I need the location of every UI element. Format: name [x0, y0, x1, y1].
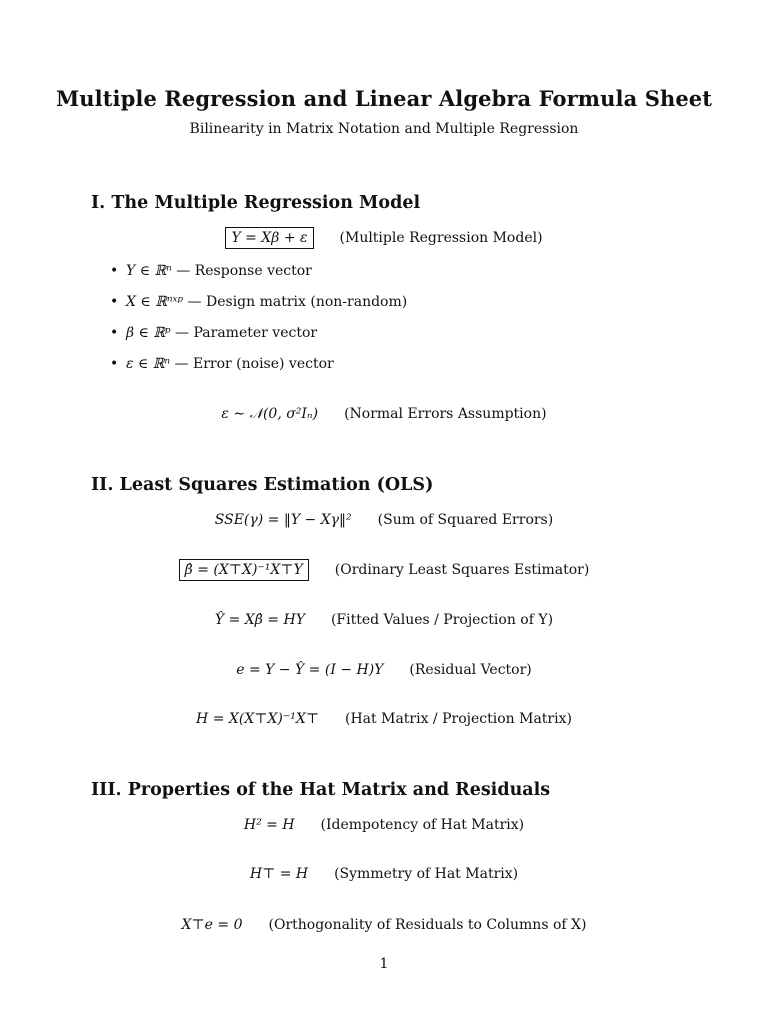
bullet-text: — Error (noise) vector	[170, 356, 334, 372]
document-subtitle: Bilinearity in Matrix Notation and Multiple Regression	[189, 121, 579, 137]
equation-fitted-formula: Ŷ = Xβ̂ = HY	[214, 612, 305, 628]
equation-ols	[0, 562, 768, 578]
section-heading-properties: III. Properties of the Hat Matrix and Residuals	[91, 780, 551, 800]
equation-sse-formula: SSE(γ) = ‖Y − Xγ‖²	[214, 512, 352, 528]
bullet-dot-icon: •	[110, 356, 119, 372]
bullet-text: — Response vector	[171, 263, 312, 279]
equation-symmetric-formula: H⊤ = H	[249, 866, 309, 882]
equation-idempotent-formula: H² = H	[243, 817, 295, 833]
equation-orthogonal-formula: X⊤e = 0	[181, 917, 243, 933]
equation-normal-errors	[0, 406, 768, 422]
equation-sse	[0, 512, 768, 528]
page-number: 1	[379, 956, 389, 972]
equation-residual-formula: e = Y − Ŷ = (I − H)Y	[236, 662, 384, 678]
bullet-text: — Design matrix (non-random)	[183, 294, 408, 310]
equation-model-formula: Y = Xβ + ε	[225, 227, 313, 249]
bullet-parameter-vector	[110, 325, 317, 341]
equation-orthogonal-label: (Orthogonality of Residuals to Columns of X)	[268, 917, 587, 933]
equation-fitted	[0, 612, 768, 628]
bullet-text: — Parameter vector	[170, 325, 318, 341]
equation-hat-matrix	[0, 711, 768, 727]
bullet-error-vector	[110, 356, 334, 372]
equation-hat-label: (Hat Matrix / Projection Matrix)	[345, 711, 572, 727]
bullet-math: β ∈ ℝᵖ	[126, 325, 171, 341]
section-heading-ols: II. Least Squares Estimation (OLS)	[91, 475, 434, 495]
bullet-response-vector	[110, 263, 312, 279]
bullet-design-matrix	[110, 294, 407, 310]
section-heading-model: I. The Multiple Regression Model	[91, 193, 421, 213]
bullet-math: ε ∈ ℝⁿ	[126, 356, 171, 372]
equation-sse-label: (Sum of Squared Errors)	[377, 512, 554, 528]
bullet-math: Y ∈ ℝⁿ	[126, 263, 172, 279]
equation-normal-formula: ε ∼ 𝒩(0, σ²Iₙ)	[221, 406, 319, 422]
equation-symmetry	[0, 866, 768, 882]
equation-residual-label: (Residual Vector)	[409, 662, 532, 678]
equation-model	[0, 230, 768, 246]
equation-symmetric-label: (Symmetry of Hat Matrix)	[334, 866, 519, 882]
equation-idempotent-label: (Idempotency of Hat Matrix)	[320, 817, 525, 833]
bullet-dot-icon: •	[110, 325, 119, 341]
equation-residual	[0, 662, 768, 678]
equation-fitted-label: (Fitted Values / Projection of Y)	[330, 612, 554, 628]
equation-idempotency	[0, 817, 768, 833]
bullet-math: X ∈ ℝⁿˣᵖ	[126, 294, 184, 310]
bullet-dot-icon: •	[110, 263, 119, 279]
equation-orthogonality	[0, 917, 768, 933]
document-title: Multiple Regression and Linear Algebra Formula Sheet	[55, 86, 713, 111]
equation-hat-formula: H = X(X⊤X)⁻¹X⊤	[196, 711, 320, 727]
equation-model-label: (Multiple Regression Model)	[339, 230, 543, 246]
equation-ols-formula: β̂ = (X⊤X)⁻¹X⊤Y	[179, 559, 309, 581]
equation-ols-label: (Ordinary Least Squares Estimator)	[334, 562, 590, 578]
bullet-dot-icon: •	[110, 294, 119, 310]
equation-normal-label: (Normal Errors Assumption)	[344, 406, 547, 422]
